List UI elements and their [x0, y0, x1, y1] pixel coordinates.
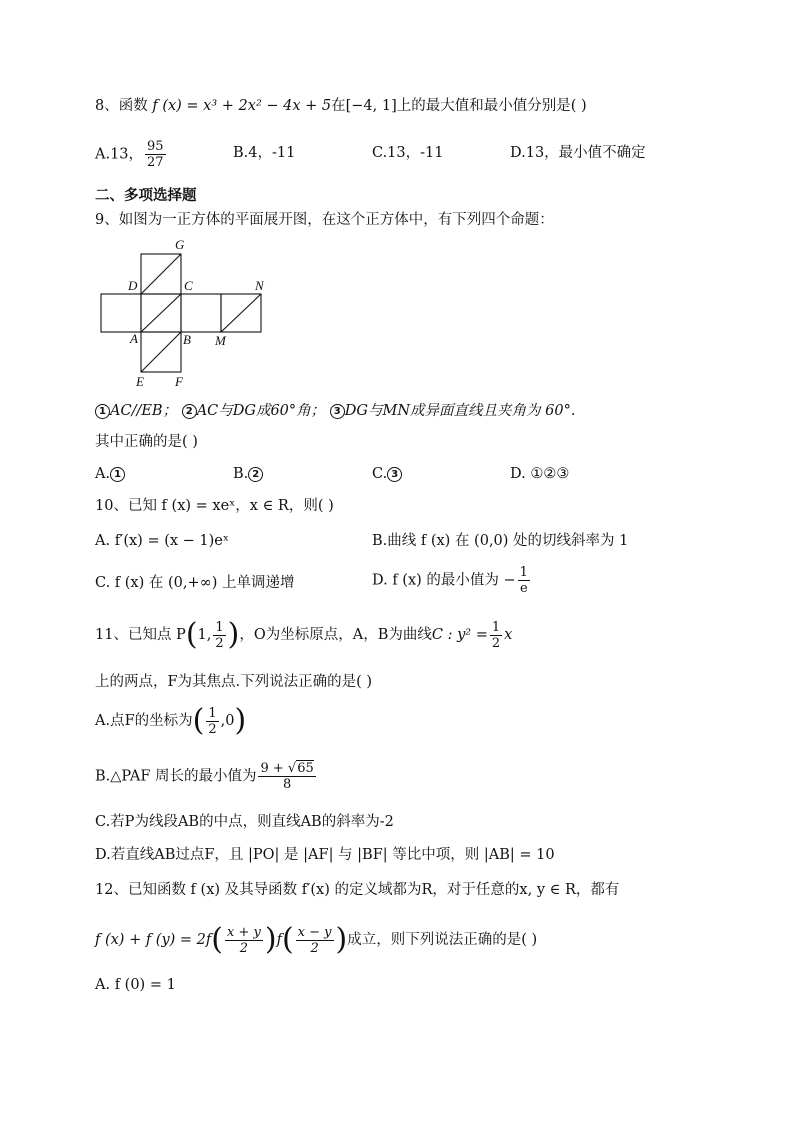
label-g: G	[175, 237, 185, 252]
q11-stem-middle: ，O为坐标原点，A，B为曲线	[239, 627, 432, 643]
q12-fraction-1	[225, 926, 263, 955]
q8-function-expr: f (x) = x³ + 2x² − 4x + 5	[152, 98, 332, 114]
section-title: 二、多项选择题	[95, 187, 197, 204]
q9-option-b	[233, 464, 263, 484]
q12-option-a: A. f (0) = 1	[95, 977, 176, 993]
q11-a-fraction	[206, 707, 218, 736]
q11-p-denominator: 2	[215, 635, 224, 651]
q12-den-1: 2	[239, 940, 249, 956]
q12-num-1: x + y	[227, 924, 261, 940]
label-e: E	[136, 374, 144, 389]
q8-option-a-text: A.13，	[95, 146, 144, 163]
q11-stem-prefix: 11、已知点 P	[95, 627, 186, 643]
q9-propositions	[95, 401, 575, 421]
q12-fraction-2	[296, 926, 334, 955]
q11-option-d: D.若直线AB过点F，且 |PO| 是 |AF| 与 |BF| 等比中项，则 |AB| = 10	[95, 847, 555, 863]
q8-in-word: 在	[331, 98, 346, 114]
q8-stem	[95, 96, 587, 116]
circle-2-icon: 2	[182, 404, 197, 419]
q10-stem: 10、已知 f (x) = xeˣ，x ∈ R，则( )	[95, 498, 334, 514]
proposition-2: AC与DG成60°角；	[196, 403, 326, 419]
q12-den-2: 2	[310, 940, 319, 956]
q9-option-d: D. ①②③	[510, 466, 570, 482]
q8-a-numerator: 95	[147, 139, 164, 154]
q11-a-denominator: 2	[208, 721, 217, 737]
q11-p-fraction	[213, 621, 225, 650]
paren-open: (	[192, 703, 205, 738]
q8-option-d: D.13，最小值不确定	[510, 145, 646, 161]
diagonal-mn	[221, 294, 261, 332]
label-d: D	[128, 278, 138, 293]
q9-option-c	[372, 464, 402, 484]
q9-c-circle-icon: 3	[387, 467, 402, 482]
q11-option-a	[95, 703, 247, 738]
q12-num-2: x − y	[297, 924, 332, 940]
q12-line1: 12、已知函数 f (x) 及其导函数 f′(x) 的定义域都为R，对于任意的x, y ∈ R，都有	[95, 882, 620, 898]
q12-expr-prefix: f (x) + f (y) = 2f	[95, 932, 212, 948]
q11-curve-prefix: C : y² =	[431, 627, 488, 643]
q11-a-suffix: ,0	[220, 713, 235, 729]
diagonal-dg	[141, 254, 181, 294]
q10-option-c: C. f (x) 在 (0,+∞) 上单调递增	[95, 575, 295, 591]
q11-curve-numerator: 1	[491, 619, 501, 635]
label-f: F	[175, 374, 183, 389]
label-n: N	[255, 278, 264, 293]
circle-1-icon: 1	[95, 404, 110, 419]
label-b: B	[183, 332, 191, 347]
q10-d-numerator: 1	[519, 565, 528, 580]
q9-stem: 9、如图为一正方体的平面展开图，在这个正方体中，有下列四个命题：	[95, 212, 554, 228]
q8-option-a-fraction	[145, 140, 166, 169]
q11-curve-fraction	[490, 621, 502, 650]
q11-stem-line2: 上的两点，F为其焦点.下列说法正确的是( )	[95, 674, 373, 690]
paren-open: (	[281, 922, 294, 957]
q11-a-text: A.点F的坐标为	[95, 713, 193, 729]
label-m: M	[215, 333, 226, 348]
q9-a-circle-icon: 1	[110, 467, 125, 482]
q9-option-a	[95, 464, 125, 484]
q8-option-c: C.13，-11	[372, 145, 444, 161]
q9-a-label: A.	[95, 466, 111, 482]
q8-a-denominator: 27	[147, 155, 164, 170]
label-a: A	[130, 331, 138, 346]
q11-b-text: B.△PAF 周长的最小值为	[95, 768, 257, 785]
q11-option-c: C.若P为线段AB的中点，则直线AB的斜率为-2	[95, 814, 394, 830]
q10-d-denominator: e	[519, 581, 528, 596]
paren-open: (	[211, 922, 223, 957]
paren-close: )	[335, 922, 348, 957]
circle-3-icon: 3	[330, 404, 345, 419]
q9-b-circle-icon: 2	[248, 467, 263, 482]
q11-b-fraction	[258, 762, 315, 791]
q10-d-fraction	[518, 566, 530, 595]
q9-b-label: B.	[233, 466, 249, 482]
diagonal-eb	[141, 332, 181, 372]
q9-c-label: C.	[372, 466, 388, 482]
paren-close: )	[264, 922, 277, 957]
q12-expr-mid: f	[276, 932, 282, 948]
paren-close: )	[227, 617, 240, 652]
q11-stem	[95, 617, 513, 652]
q11-curve-suffix: x	[504, 627, 513, 643]
q11-curve-denominator: 2	[491, 635, 501, 651]
paren-close: )	[234, 703, 247, 738]
diagonal-ac	[141, 294, 181, 332]
paren-open: (	[185, 617, 198, 652]
q11-a-numerator: 1	[208, 705, 217, 721]
q11-p-numerator: 1	[215, 619, 224, 635]
q11-option-b	[95, 762, 318, 791]
q8-interval: [−4, 1]	[345, 98, 397, 114]
proposition-3: DG与MN成异面直线且夹角为 60°.	[344, 403, 576, 419]
proposition-1: AC//EB；	[110, 403, 178, 419]
q11-b-num-a: 9 +	[260, 761, 288, 776]
net-square-left	[101, 294, 141, 332]
label-c: C	[184, 278, 193, 293]
q8-option-a	[95, 140, 168, 169]
q10-option-d	[372, 566, 532, 595]
q12-line2-suffix: 成立，则下列说法正确的是( )	[347, 932, 538, 948]
q10-d-text: D. f (x) 的最小值为 −	[372, 572, 516, 589]
q9-question: 其中正确的是( )	[95, 434, 198, 450]
q8-option-b: B.4，-11	[233, 145, 296, 161]
q10-option-b: B.曲线 f (x) 在 (0,0) 处的切线斜率为 1	[372, 533, 629, 549]
q11-b-numerator: 9 + √65	[260, 761, 314, 776]
q12-line2	[95, 922, 538, 957]
net-square-right1	[181, 294, 221, 332]
q8-stem-prefix: 8、函数	[95, 98, 148, 114]
q11-p-x: 1,	[197, 627, 212, 643]
q11-b-sqrt: 65	[297, 761, 314, 776]
q8-stem-suffix: 上的最大值和最小值分别是( )	[396, 98, 587, 114]
q10-option-a: A. f′(x) = (x − 1)eˣ	[95, 533, 230, 549]
q11-b-denominator: 8	[282, 777, 292, 792]
cube-net-figure	[95, 236, 275, 390]
